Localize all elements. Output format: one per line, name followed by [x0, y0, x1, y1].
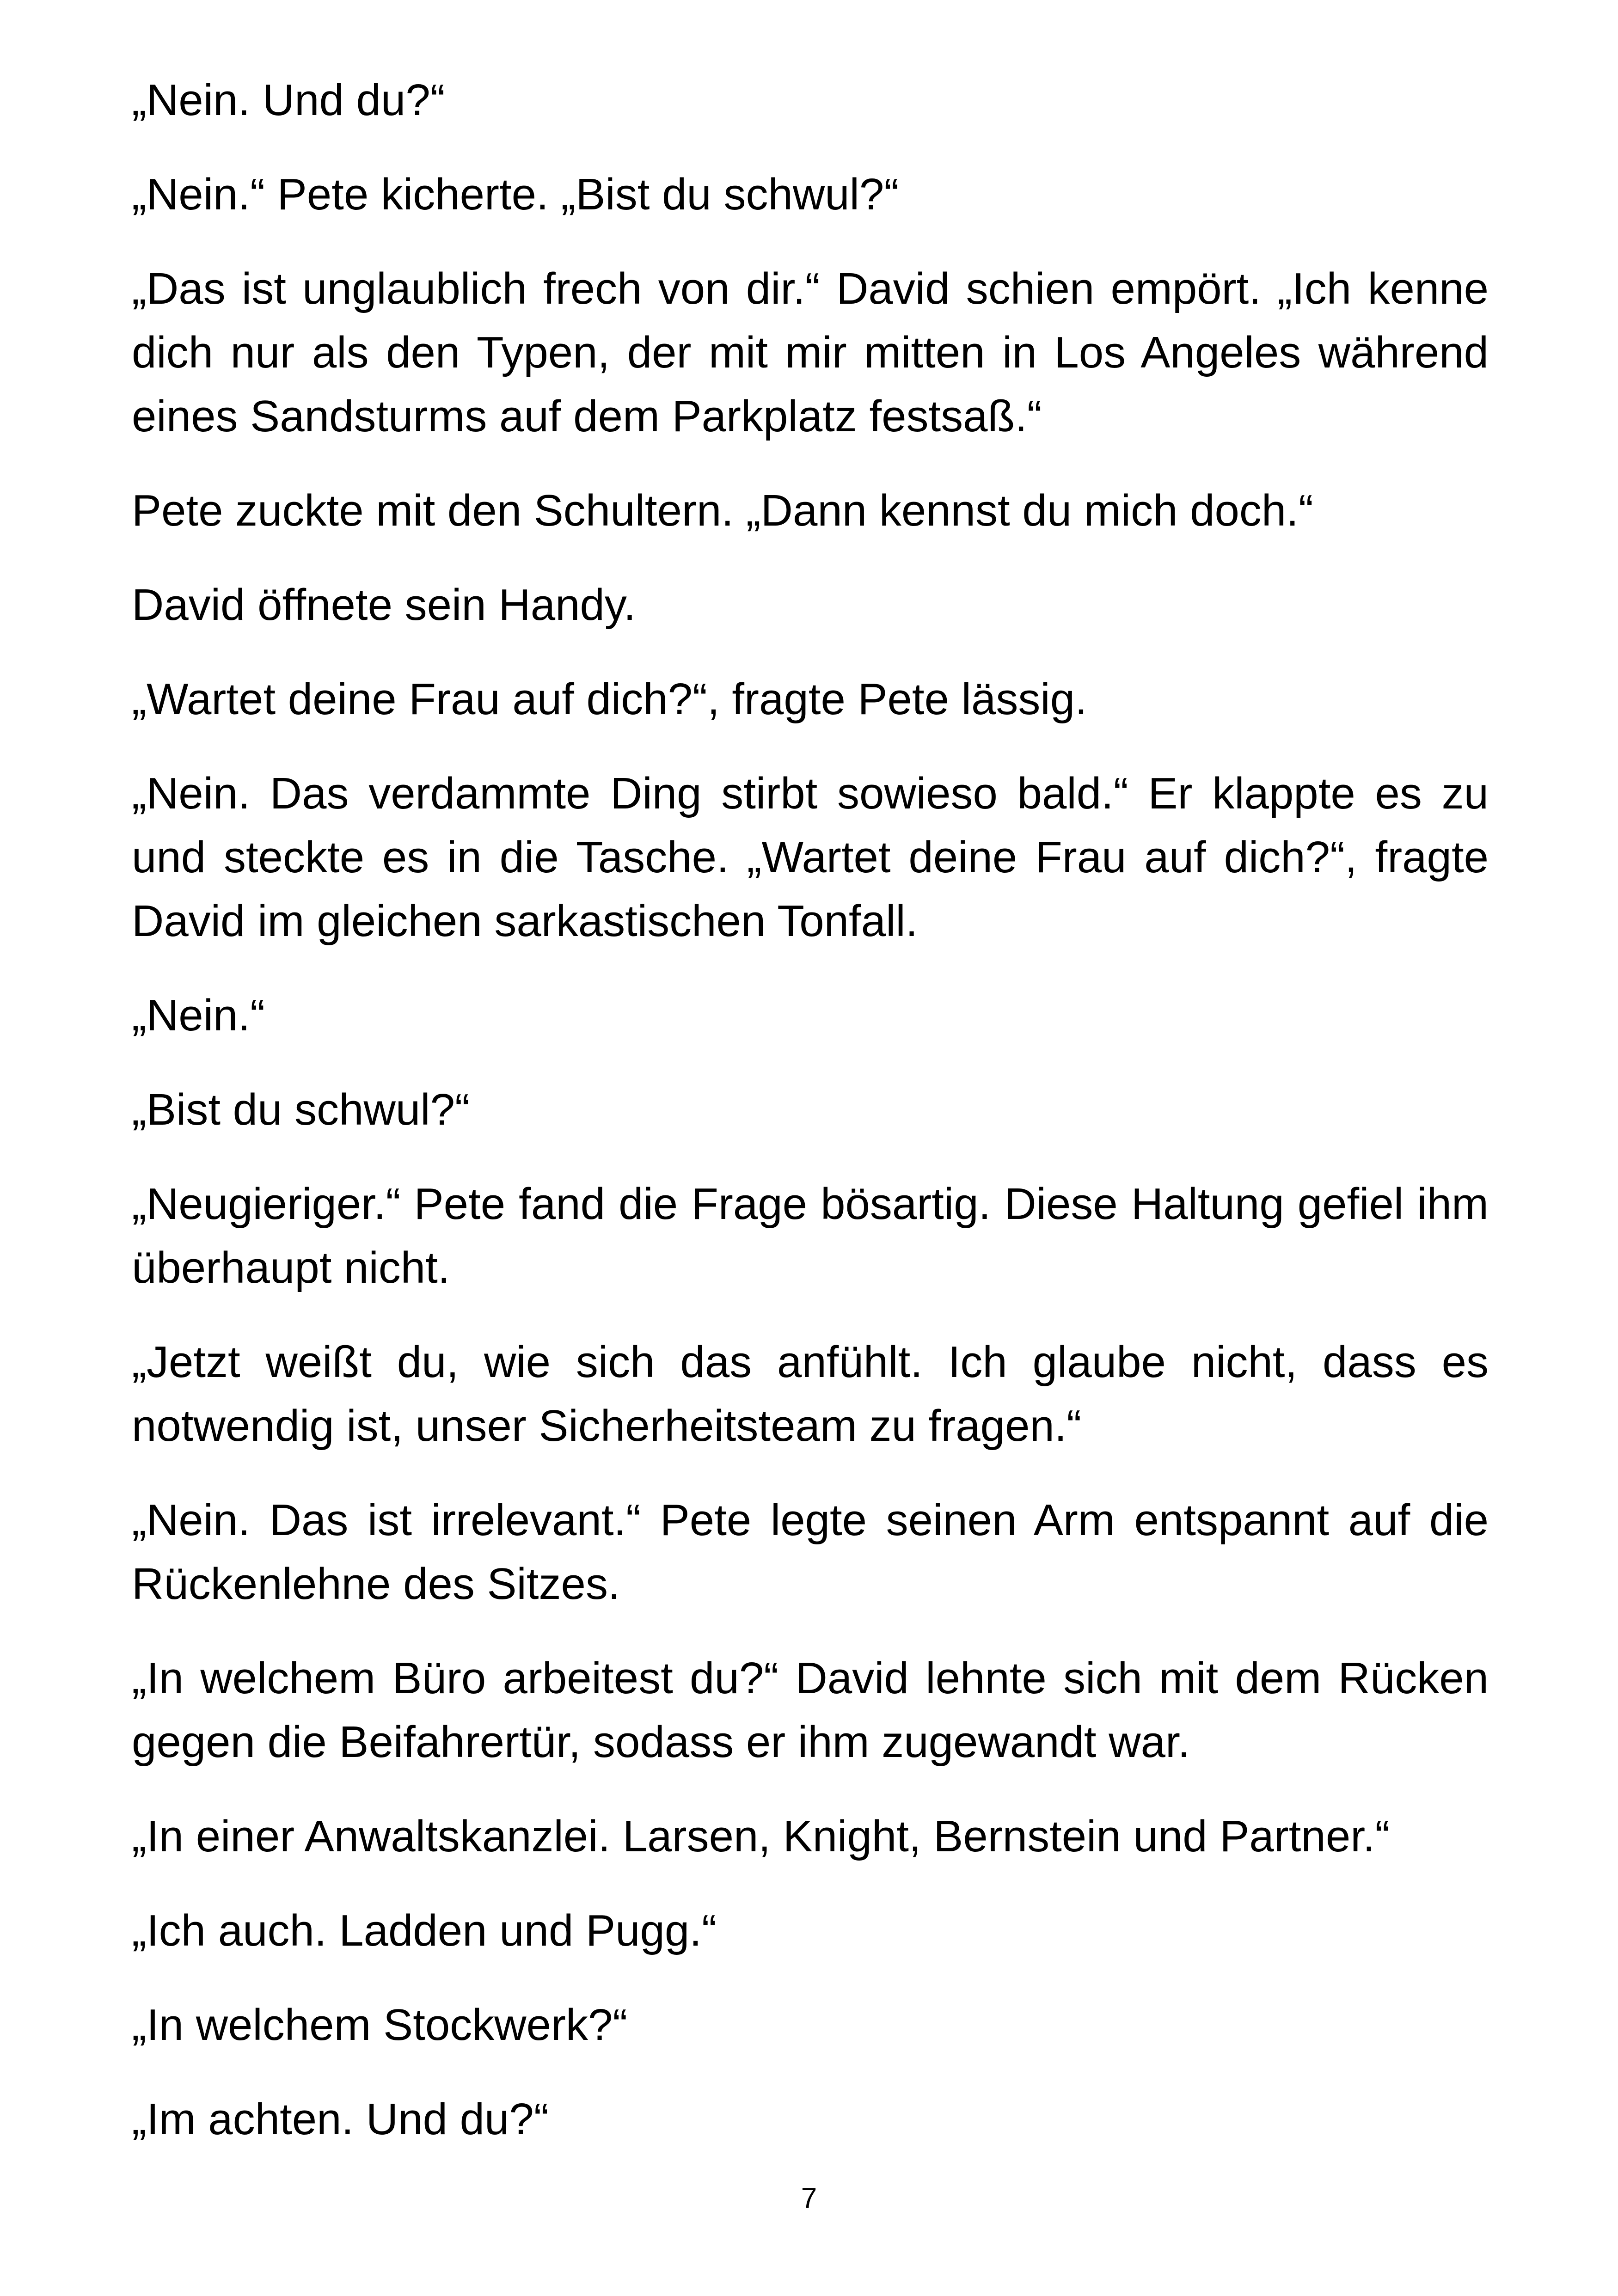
paragraph: Pete zuckte mit den Schultern. „Dann kennst du mich doch.“	[132, 486, 1313, 535]
paragraph: „Im achten. Und du?“	[132, 2094, 549, 2144]
paragraph: „Nein.“ Pete kicherte. „Bist du schwul?“	[132, 170, 899, 219]
paragraph: „Jetzt weißt du, wie sich das anfühlt. Ich glaube nicht, dass es notwendig ist, unser Sicherheitsteam zu fragen.“	[132, 1337, 1489, 1451]
body-text	[132, 68, 1489, 2182]
paragraph: „Nein. Das ist irrelevant.“ Pete legte seinen Arm entspannt auf die Rückenlehne des Sitzes.	[132, 1495, 1489, 1609]
page-number: 7	[801, 2182, 817, 2214]
paragraph: „In einer Anwaltskanzlei. Larsen, Knight, Bernstein und Partner.“	[132, 1812, 1390, 1861]
paragraph: David öffnete sein Handy.	[132, 580, 636, 630]
paragraph: „In welchem Büro arbeitest du?“ David lehnte sich mit dem Rücken gegen die Beifahrertür, sodass er ihm zugewandt war.	[132, 1653, 1489, 1767]
paragraph: „Neugieriger.“ Pete fand die Frage bösartig. Diese Haltung gefiel ihm überhaupt nicht.	[132, 1179, 1489, 1292]
paragraph: „Nein.“	[132, 991, 265, 1040]
paragraph: „Wartet deine Frau auf dich?“, fragte Pete lässig.	[132, 674, 1087, 724]
paragraph: „Nein. Das verdammte Ding stirbt sowieso bald.“ Er klappte es zu und steckte es in die Tasche. „Wartet deine Frau auf dich?“, fragte David im gleichen sarkastischen Tonfall.	[132, 769, 1489, 946]
paragraph: „Bist du schwul?“	[132, 1085, 470, 1134]
paragraph: „In welchem Stockwerk?“	[132, 2000, 628, 2050]
paragraph: „Ich auch. Ladden und Pugg.“	[132, 1906, 717, 1955]
paragraph: „Das ist unglaublich frech von dir.“ David schien empört. „Ich kenne dich nur als den Typen, der mit mir mitten in Los Angeles während eines Sandsturms auf dem Parkplatz festsaß.“	[132, 264, 1489, 441]
paragraph: „Nein. Und du?“	[132, 75, 445, 125]
